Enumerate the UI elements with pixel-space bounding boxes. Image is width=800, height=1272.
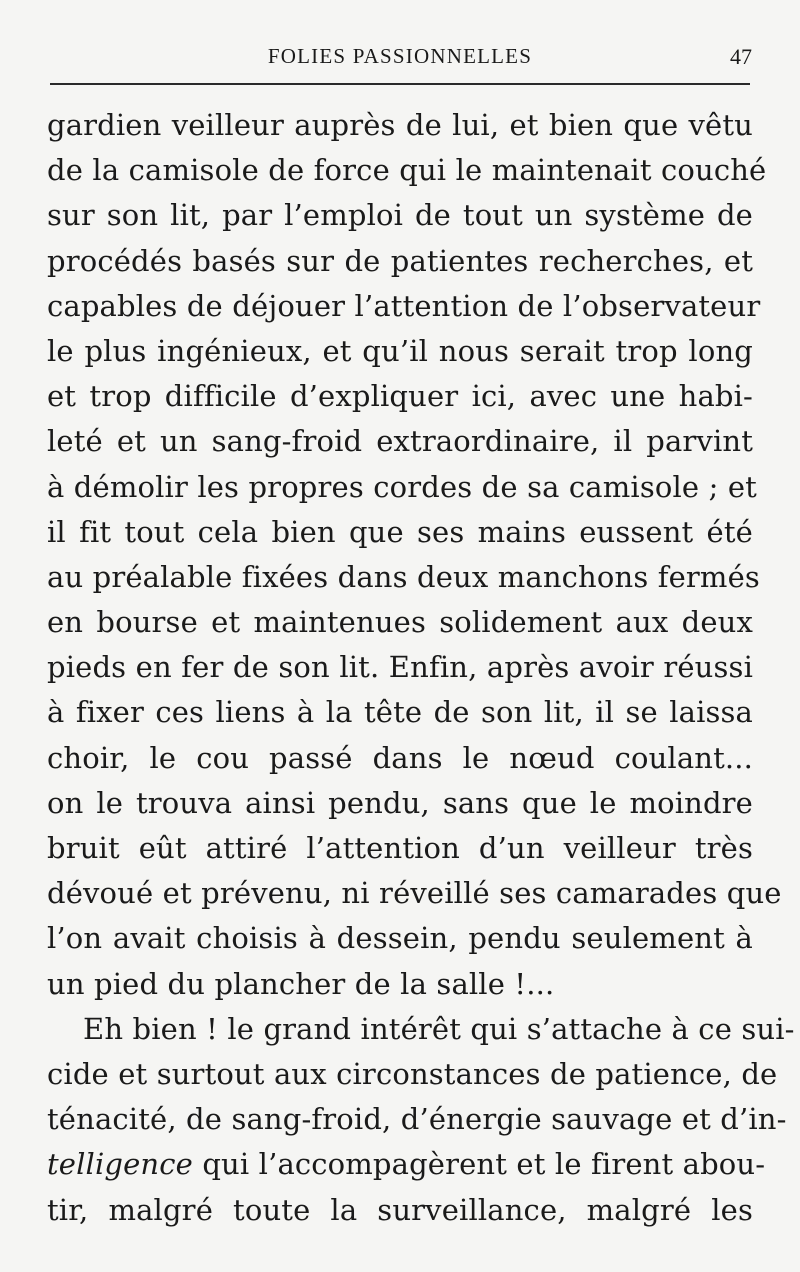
text-line: le plus ingénieux, et qu’il nous serait trop long (47, 333, 753, 368)
text-line: de la camisole de force qui le maintenait couché (47, 153, 767, 188)
text-line: et trop difficile d’expliquer ici, avec une habi- (47, 379, 753, 414)
text-line: à fixer ces liens à la tête de son lit, il se laissa (47, 695, 753, 730)
text-line: leté et un sang-froid extraordinaire, il parvint (47, 424, 753, 459)
text-line: ténacité, de sang-froid, d’énergie sauvage et d’in- (47, 1102, 787, 1137)
paragraph-end-line: un pied du plancher de la salle !... (47, 966, 555, 1001)
text-line: gardien veilleur auprès de lui, et bien que vêtu (47, 108, 753, 142)
running-head (0, 40, 800, 76)
italic-word: telligence (47, 1147, 193, 1182)
text-line: cide et surtout aux circonstances de patience, de (47, 1056, 778, 1091)
header-rule (50, 83, 750, 85)
text-line: sur son lit, par l’emploi de tout un système de (47, 198, 753, 233)
text-line: procédés basés sur de patientes recherches, et (47, 243, 753, 278)
line-continuation: qui l’accompagèrent et le firent abou- (192, 1147, 766, 1182)
text-line: il fit tout cela bien que ses mains eussent été (47, 514, 753, 549)
text-line (47, 1142, 766, 1187)
text-line: en bourse et maintenues solidement aux deux (47, 605, 753, 640)
text-line: dévoué et prévenu, ni réveillé ses camarades que (47, 876, 782, 911)
text-line: l’on avait choisis à dessein, pendu seulement à (47, 921, 753, 956)
paragraph-start-line: Eh bien ! le grand intérêt qui s’attache à ce sui- (83, 1011, 795, 1046)
text-line: pieds en fer de son lit. Enfin, après avoir réussi (47, 650, 753, 685)
text-line: au préalable fixées dans deux manchons fermés (47, 559, 760, 594)
text-line: bruit eût attiré l’attention d’un veilleur très (47, 831, 753, 865)
body-text (47, 103, 795, 1233)
page-number: 47 (730, 44, 752, 69)
text-line: à démolir les propres cordes de sa camisole ; et (47, 469, 757, 504)
text-line: capables de déjouer l’attention de l’observateur (47, 288, 761, 323)
text-line: choir, le cou passé dans le nœud coulant... (47, 740, 753, 775)
text-line: tir, malgré toute la surveillance, malgré les (47, 1192, 753, 1227)
running-title: FOLIES PASSIONNELLES (267, 44, 533, 68)
text-line: on le trouva ainsi pendu, sans que le moindre (47, 785, 753, 820)
